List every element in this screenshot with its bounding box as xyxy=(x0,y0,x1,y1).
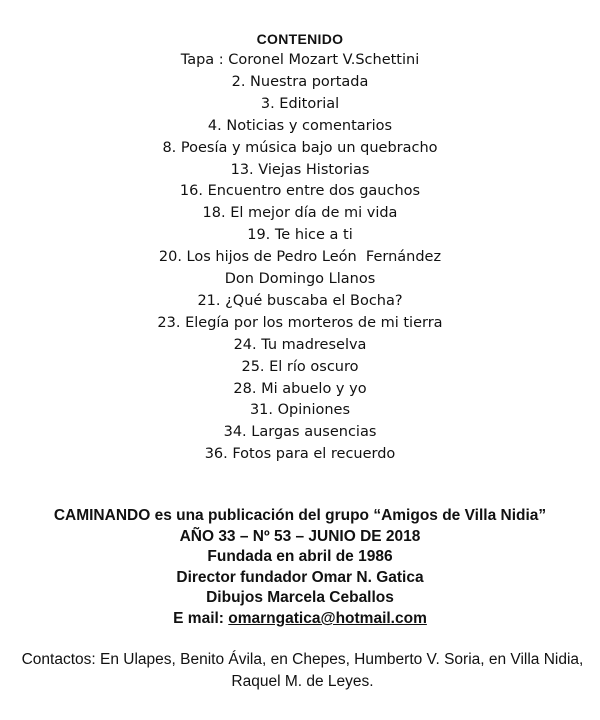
publication-info xyxy=(0,506,600,630)
toc-item: 31. Opiniones xyxy=(249,402,351,419)
toc-item: 28. Mi abuelo y yo xyxy=(233,380,367,397)
toc-item: Tapa : Coronel Mozart V.Schettini xyxy=(180,52,420,68)
publication-statement: CAMINANDO es una publicación del grupo “Amigos de Villa Nidia” xyxy=(53,507,547,524)
toc-item: Don Domingo Llanos xyxy=(224,271,376,287)
toc-item: 8. Poesía y música bajo un quebracho xyxy=(162,139,438,156)
toc-item: 20. Los hijos de Pedro León Fernández xyxy=(158,249,442,266)
contacts-paragraph: Contactos: En Ulapes, Benito Ávila, en Chepes, Humberto V. Soria, en Villa Nidia, Raquel M. de Leyes. xyxy=(21,651,584,690)
email-link[interactable]: omarngatica@hotmail.com xyxy=(228,609,427,627)
toc-item: 13. Viejas Historias xyxy=(230,161,370,178)
email-line xyxy=(0,609,600,630)
toc-item: 16. Encuentro entre dos gauchos xyxy=(179,183,421,200)
toc-item: 3. Editorial xyxy=(260,95,340,112)
founded-line: Fundada en abril de 1986 xyxy=(207,548,393,566)
toc-item: 18. El mejor día de mi vida xyxy=(202,205,398,222)
toc-item: 21. ¿Qué buscaba el Bocha? xyxy=(197,292,403,309)
toc-item: 23. Elegía por los morteros de mi tierra xyxy=(157,314,443,331)
email-label: E mail: xyxy=(173,609,224,627)
toc-item: 25. El río oscuro xyxy=(241,358,359,375)
toc-item: 19. Te hice a ti xyxy=(247,227,353,244)
toc-item: 4. Noticias y comentarios xyxy=(207,117,393,134)
toc-item: 2. Nuestra portada xyxy=(231,73,369,90)
toc-heading: CONTENIDO xyxy=(256,31,344,47)
illustrations-line: Dibujos Marcela Ceballos xyxy=(206,589,394,607)
toc-item: 36. Fotos para el recuerdo xyxy=(204,446,396,463)
toc-item: 24. Tu madreselva xyxy=(233,336,367,353)
director-line: Director fundador Omar N. Gatica xyxy=(176,568,424,586)
toc-item: 34. Largas ausencias xyxy=(223,424,377,441)
issue-line: AÑO 33 – Nº 53 – JUNIO DE 2018 xyxy=(179,527,421,545)
